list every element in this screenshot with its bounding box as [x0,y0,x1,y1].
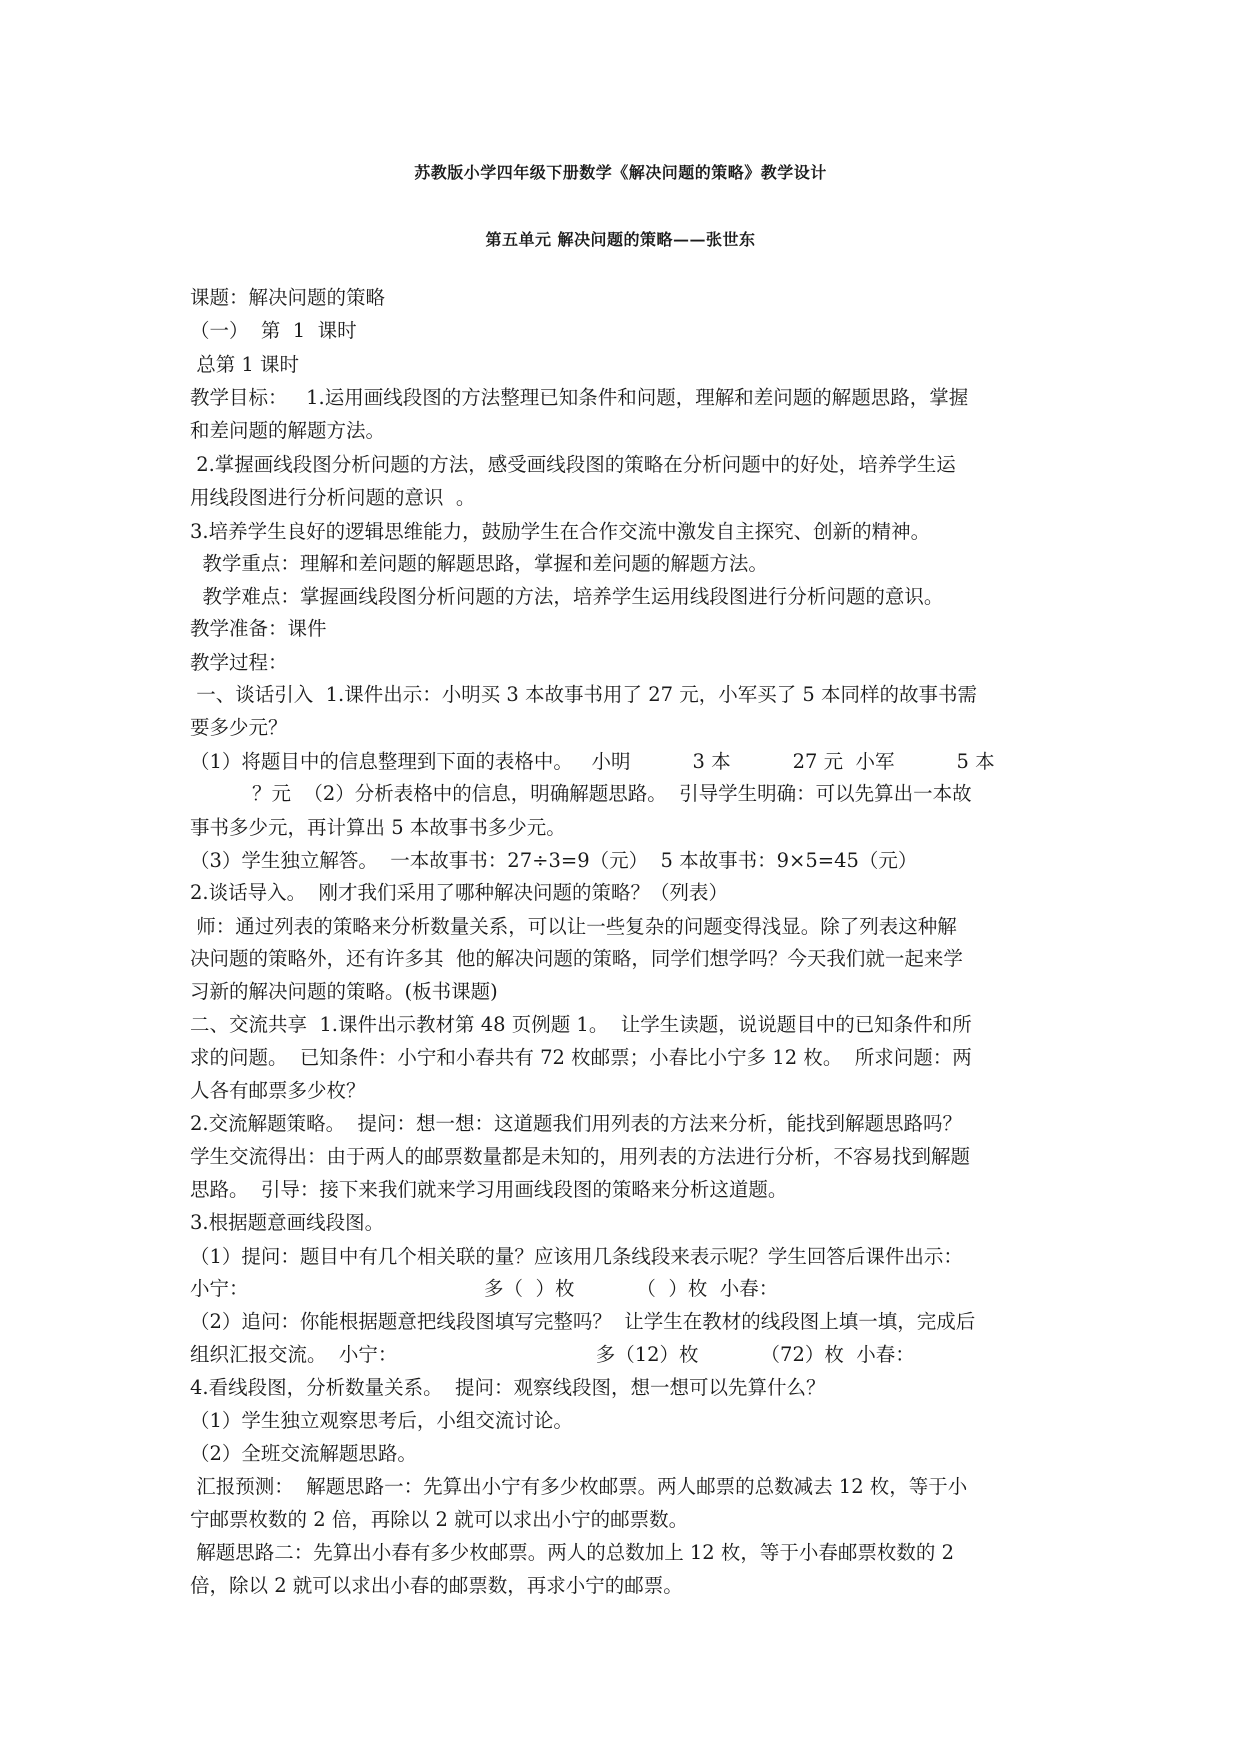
body-line: 3.根据题意画线段图。 [190,1211,385,1234]
body-line: 组织汇报交流。 小宁： 多（12）枚 （72）枚 小春： [190,1343,915,1366]
body-line: （3）学生独立解答。 一本故事书：27÷3=9（元） 5 本故事书：9×5=45（元） [190,849,918,872]
body-line: 2.交流解题策略。 提问：想一想：这道题我们用列表的方法来分析，能找到解题思路吗？ [190,1112,963,1135]
body-line: 思路。 引导：接下来我们就来学习用画线段图的策略来分析这道题。 [190,1178,788,1201]
body-line: 3.培养学生良好的逻辑思维能力，鼓励学生在合作交流中激发自主探究、创新的精神。 [190,520,931,543]
body-line: 小宁： 多（ ）枚 （ ）枚 小春： [190,1277,779,1300]
body-line: ？元 （2）分析表格中的信息，明确解题思路。 引导学生明确：可以先算出一本故 [190,782,972,805]
body-line: 教学重点：理解和差问题的解题思路，掌握和差问题的解题方法。 [190,552,768,575]
body-line: 课题：解决问题的策略 [190,286,386,309]
body-line: 教学难点：掌握画线段图分析问题的方法，培养学生运用线段图进行分析问题的意识。 [190,585,944,608]
body-line: （一） 第 1 课时 [190,319,357,342]
body-line: 教学目标： 1.运用画线段图的方法整理已知条件和问题，理解和差问题的解题思路，掌握 [190,386,969,409]
body-line: 学生交流得出：由于两人的邮票数量都是未知的，用列表的方法进行分析，不容易找到解题 [190,1145,971,1168]
body-line: 师：通过列表的策略来分析数量关系，可以让一些复杂的问题变得浅显。除了列表这种解 [190,915,957,938]
body-line: 教学过程： [190,651,288,674]
body-line: （1）学生独立观察思考后，小组交流讨论。 [190,1409,573,1432]
body-line: 人各有邮票多少枚？ [190,1079,366,1102]
body-line: （2）全班交流解题思路。 [190,1442,417,1465]
body-line: 和差问题的解题方法。 [190,419,386,442]
document-subtitle: 第五单元 解决问题的策略——张世东 [485,230,756,249]
body-line: 事书多少元，再计算出 5 本故事书多少元。 [190,816,566,839]
body-line: 求的问题。 已知条件：小宁和小春共有 72 枚邮票；小春比小宁多 12 枚。 所求问题：两 [190,1046,972,1069]
body-line: 习新的解决问题的策略。(板书课题) [190,980,498,1003]
body-line: （1）提问：题目中有几个相关联的量？应该用几条线段来表示呢？学生回答后课件出示： [190,1245,963,1268]
body-line: 倍，除以 2 就可以求出小春的邮票数，再求小宁的邮票。 [190,1574,683,1597]
body-line: 要多少元？ [190,716,288,739]
body-line: 总第 1 课时 [190,353,300,376]
body-line: 用线段图进行分析问题的意识 。 [190,486,476,509]
body-line: （2）追问：你能根据题意把线段图填写完整吗？ 让学生在教材的线段图上填一填，完成后 [190,1310,976,1333]
body-line: 决问题的策略外，还有许多其 他的解决问题的策略，同学们想学吗？今天我们就一起来学 [190,947,963,970]
body-line: 二、交流共享 1.课件出示教材第 48 页例题 1。 让学生读题，说说题目中的已知条件和所 [190,1013,972,1036]
body-line: 2.谈话导入。 刚才我们采用了哪种解决问题的策略？（列表） [190,881,729,904]
body-line: 解题思路二：先算出小春有多少枚邮票。两人的总数加上 12 枚，等于小春邮票枚数的 2 [190,1541,955,1564]
body-line: 一、谈话引入 1.课件出示：小明买 3 本故事书用了 27 元，小军买了 5 本同样的故事书需 [190,683,978,706]
body-line: 汇报预测： 解题思路一：先算出小宁有多少枚邮票。两人邮票的总数减去 12 枚，等于小 [190,1475,968,1498]
document-title: 苏教版小学四年级下册数学《解决问题的策略》教学设计 [414,163,827,182]
body-line: 教学准备：课件 [190,617,327,640]
body-line: 4.看线段图，分析数量关系。 提问：观察线段图，想一想可以先算什么？ [190,1376,826,1399]
body-line: 宁邮票枚数的 2 倍，再除以 2 就可以求出小宁的邮票数。 [190,1508,689,1531]
body-line: （1）将题目中的信息整理到下面的表格中。 小明 3 本 27 元 小军 5 本 [190,750,995,773]
body-line: 2.掌握画线段图分析问题的方法，感受画线段图的策略在分析问题中的好处，培养学生运 [190,453,956,476]
